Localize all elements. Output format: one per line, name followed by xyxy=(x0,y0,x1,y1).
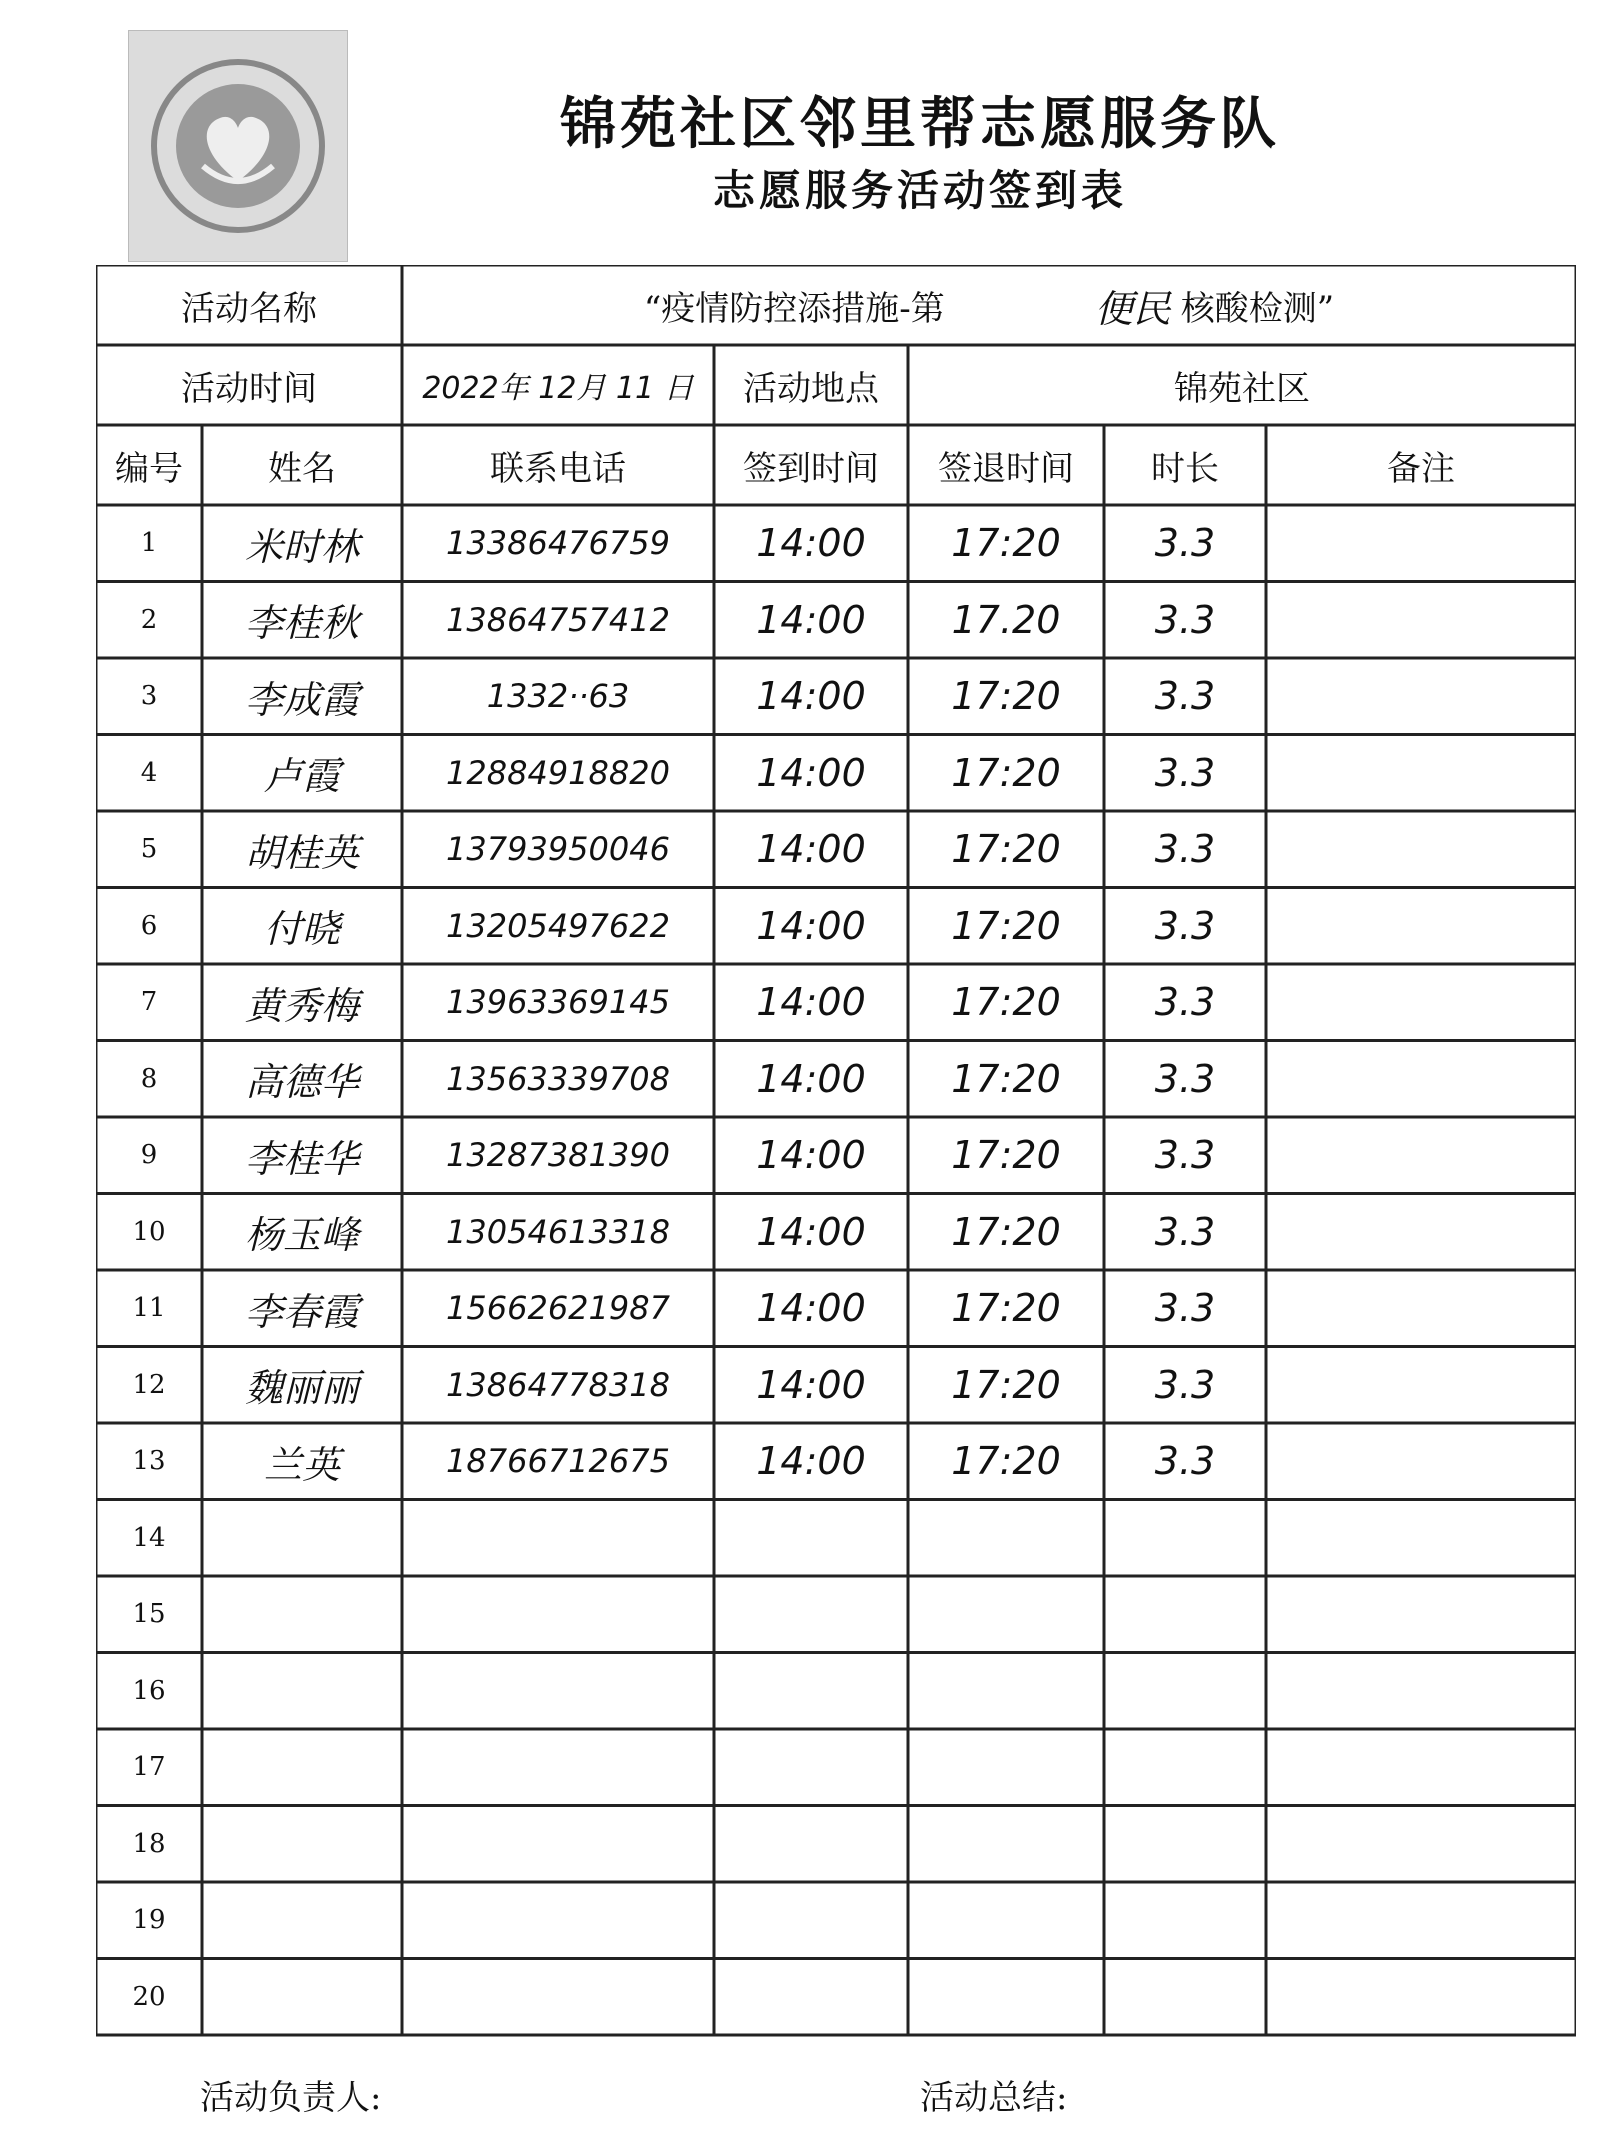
table-row-15-col-sign-in xyxy=(714,1576,908,1653)
table-row-8-col-note xyxy=(1266,1041,1576,1118)
table-row-3-col-phone: 1332··63 xyxy=(486,677,630,716)
table-row-15-col-name xyxy=(202,1576,402,1653)
table-row-7-col-duration: 3.3 xyxy=(1154,980,1216,1025)
table-row-18-col-number: 18 xyxy=(132,1828,166,1859)
activity-name-handwritten: 便民 xyxy=(1094,286,1171,331)
activity-name-text: “疫情防控添措施-第 xyxy=(643,288,945,329)
table-row-13-col-duration: 3.3 xyxy=(1154,1439,1216,1484)
table-row-11-col-note xyxy=(1266,1270,1576,1347)
table-row-14-col-note xyxy=(1266,1500,1576,1577)
table-row-18-col-duration xyxy=(1104,1806,1266,1883)
table-row-9-col-sign-in: 14:00 xyxy=(756,1133,866,1178)
table-row-2-col-duration: 3.3 xyxy=(1154,597,1216,642)
table-row-8-col-number: 8 xyxy=(140,1063,158,1094)
table-row-16-col-number: 16 xyxy=(132,1675,166,1706)
table-row-11-col-phone: 15662621987 xyxy=(446,1289,670,1328)
table-row-1-col-name: 米时林 xyxy=(244,524,359,569)
activity-name-label: 活动名称 xyxy=(181,288,317,329)
table-row-4-col-note xyxy=(1266,735,1576,812)
activity-name-suffix: 核酸检测” xyxy=(1180,288,1335,329)
page-subtitle: 志愿服务活动签到表 xyxy=(712,166,1127,215)
table-row-16-col-sign-in xyxy=(714,1653,908,1730)
table-row-16-col-duration xyxy=(1104,1653,1266,1730)
table-row-11-col-duration: 3.3 xyxy=(1154,1286,1216,1331)
table-row-18-col-name xyxy=(202,1806,402,1883)
table-row-7-col-sign-in: 14:00 xyxy=(756,980,866,1025)
table-row-15-col-phone xyxy=(402,1576,714,1653)
table-row-10-col-name: 杨玉峰 xyxy=(244,1213,359,1258)
table-row-20-col-duration xyxy=(1104,1959,1266,2036)
table-row-18-col-phone xyxy=(402,1806,714,1883)
table-row-4-col-sign-out: 17:20 xyxy=(951,750,1061,795)
table-row-14-col-duration xyxy=(1104,1500,1266,1577)
table-row-18-col-sign-out xyxy=(908,1806,1104,1883)
table-row-2-col-phone: 13864757412 xyxy=(446,600,670,639)
table-row-7-col-sign-out: 17:20 xyxy=(951,980,1061,1025)
table-row-19-col-duration xyxy=(1104,1882,1266,1959)
table-row-11-col-sign-out: 17:20 xyxy=(951,1286,1061,1331)
table-row-2-col-name: 李桂秋 xyxy=(244,601,359,646)
table-row-5-col-name: 胡桂英 xyxy=(244,830,359,875)
table-row-12-col-phone: 13864778318 xyxy=(446,1365,670,1404)
table-row-14-col-number: 14 xyxy=(132,1522,166,1553)
table-row-5-col-number: 5 xyxy=(140,834,158,865)
table-row-19-col-sign-out xyxy=(908,1882,1104,1959)
table-row-10-col-note xyxy=(1266,1194,1576,1271)
table-row-13-col-name: 兰英 xyxy=(263,1442,340,1487)
table-row-1-col-sign-in: 14:00 xyxy=(756,521,866,566)
table-row-8-col-sign-in: 14:00 xyxy=(756,1056,866,1101)
table-row-2-col-sign-in: 14:00 xyxy=(756,597,866,642)
col-name-header: 姓名 xyxy=(268,448,336,489)
table-row-19-col-number: 19 xyxy=(132,1905,166,1936)
table-row-9-col-phone: 13287381390 xyxy=(446,1136,670,1175)
table-row-9-col-name: 李桂华 xyxy=(244,1136,359,1181)
heart-hands-icon xyxy=(148,56,328,236)
table-row-7-col-name: 黄秀梅 xyxy=(244,983,359,1028)
sign-in-sheet xyxy=(96,265,1576,2045)
table-row-2-col-number: 2 xyxy=(140,604,158,635)
col-duration-header: 时长 xyxy=(1151,448,1219,489)
table-row-15-col-duration xyxy=(1104,1576,1266,1653)
activity-name-value xyxy=(402,265,1576,345)
table-row-1-col-phone: 13386476759 xyxy=(446,524,670,563)
table-row-12-col-name: 魏丽丽 xyxy=(244,1366,359,1411)
table-row-13-col-phone: 18766712675 xyxy=(446,1442,670,1481)
table-row-17-col-sign-in xyxy=(714,1729,908,1806)
table-row-17-col-number: 17 xyxy=(132,1752,166,1783)
table-row-2-col-note xyxy=(1266,582,1576,659)
table-row-20-col-sign-out xyxy=(908,1959,1104,2036)
table-row-4-col-number: 4 xyxy=(140,757,158,788)
table-row-6-col-name: 付晓 xyxy=(263,907,340,952)
table-row-14-col-phone xyxy=(402,1500,714,1577)
table-row-1-col-sign-out: 17:20 xyxy=(951,521,1061,566)
table-row-17-col-sign-out xyxy=(908,1729,1104,1806)
table-row-8-col-name: 高德华 xyxy=(244,1060,359,1105)
activity-time-label: 活动时间 xyxy=(181,368,317,409)
table-row-19-col-note xyxy=(1266,1882,1576,1959)
table-row-5-col-note xyxy=(1266,811,1576,888)
table-row-8-col-sign-out: 17:20 xyxy=(951,1056,1061,1101)
table-row-16-col-note xyxy=(1266,1653,1576,1730)
table-row-8-col-duration: 3.3 xyxy=(1154,1056,1216,1101)
table-row-12-col-sign-in: 14:00 xyxy=(756,1362,866,1407)
col-sign-out-header: 签退时间 xyxy=(938,448,1074,489)
table-row-18-col-note xyxy=(1266,1806,1576,1883)
table-row-6-col-duration: 3.3 xyxy=(1154,903,1216,948)
activity-summary-label: 活动总结: xyxy=(920,2078,1068,2118)
table-row-16-col-phone xyxy=(402,1653,714,1730)
table-row-10-col-number: 10 xyxy=(132,1216,166,1247)
col-note-header: 备注 xyxy=(1387,448,1455,489)
table-row-6-col-sign-out: 17:20 xyxy=(951,903,1061,948)
activity-place-label: 活动地点 xyxy=(743,368,879,409)
table-row-10-col-sign-out: 17:20 xyxy=(951,1209,1061,1254)
table-row-16-col-sign-out xyxy=(908,1653,1104,1730)
table-row-4-col-sign-in: 14:00 xyxy=(756,750,866,795)
table-row-7-col-phone: 13963369145 xyxy=(446,983,670,1022)
table-row-2-col-sign-out: 17.20 xyxy=(951,597,1061,642)
table-row-7-col-note xyxy=(1266,964,1576,1041)
table-row-20-col-phone xyxy=(402,1959,714,2036)
table-row-19-col-name xyxy=(202,1882,402,1959)
table-row-1-col-note xyxy=(1266,505,1576,582)
logo-emblem xyxy=(128,30,348,262)
table-row-10-col-sign-in: 14:00 xyxy=(756,1209,866,1254)
table-row-6-col-note xyxy=(1266,888,1576,965)
table-row-5-col-sign-in: 14:00 xyxy=(756,827,866,872)
table-row-17-col-duration xyxy=(1104,1729,1266,1806)
col-sign-in-header: 签到时间 xyxy=(743,448,879,489)
table-row-11-col-sign-in: 14:00 xyxy=(756,1286,866,1331)
table-row-8-col-phone: 13563339708 xyxy=(446,1059,670,1098)
table-row-11-col-name: 李春霞 xyxy=(244,1289,359,1334)
table-row-9-col-duration: 3.3 xyxy=(1154,1133,1216,1178)
table-row-5-col-phone: 13793950046 xyxy=(446,830,670,869)
table-row-12-col-note xyxy=(1266,1347,1576,1424)
table-row-6-col-phone: 13205497622 xyxy=(446,906,670,945)
col-phone-header: 联系电话 xyxy=(490,448,626,489)
table-row-1-col-number: 1 xyxy=(140,528,158,559)
col-number-header: 编号 xyxy=(115,448,183,489)
table-row-20-col-name xyxy=(202,1959,402,2036)
table-row-19-col-sign-in xyxy=(714,1882,908,1959)
table-row-14-col-sign-out xyxy=(908,1500,1104,1577)
table-row-20-col-note xyxy=(1266,1959,1576,2036)
table-row-14-col-sign-in xyxy=(714,1500,908,1577)
table-row-15-col-number: 15 xyxy=(132,1599,166,1630)
table-row-10-col-phone: 13054613318 xyxy=(446,1212,670,1251)
table-row-6-col-sign-in: 14:00 xyxy=(756,903,866,948)
table-row-12-col-sign-out: 17:20 xyxy=(951,1362,1061,1407)
table-row-17-col-name xyxy=(202,1729,402,1806)
table-row-3-col-sign-out: 17:20 xyxy=(951,674,1061,719)
table-row-11-col-number: 11 xyxy=(132,1293,166,1324)
table-row-12-col-duration: 3.3 xyxy=(1154,1362,1216,1407)
table-row-9-col-sign-out: 17:20 xyxy=(951,1133,1061,1178)
table-row-17-col-phone xyxy=(402,1729,714,1806)
table-row-4-col-duration: 3.3 xyxy=(1154,750,1216,795)
table-row-7-col-number: 7 xyxy=(140,987,158,1018)
table-row-9-col-note xyxy=(1266,1117,1576,1194)
activity-time-value: 2022年 12月 11 日 xyxy=(422,371,694,406)
table-row-20-col-number: 20 xyxy=(132,1981,166,2012)
table-row-18-col-sign-in xyxy=(714,1806,908,1883)
table-row-1-col-duration: 3.3 xyxy=(1154,521,1216,566)
table-row-9-col-number: 9 xyxy=(140,1140,158,1171)
table-row-10-col-duration: 3.3 xyxy=(1154,1209,1216,1254)
table-row-5-col-duration: 3.3 xyxy=(1154,827,1216,872)
table-row-5-col-sign-out: 17:20 xyxy=(951,827,1061,872)
table-row-3-col-duration: 3.3 xyxy=(1154,674,1216,719)
activity-place-value: 锦苑社区 xyxy=(1174,368,1310,409)
table-row-3-col-sign-in: 14:00 xyxy=(756,674,866,719)
table-row-3-col-name: 李成霞 xyxy=(244,677,359,722)
table-row-19-col-phone xyxy=(402,1882,714,1959)
table-row-13-col-sign-in: 14:00 xyxy=(756,1439,866,1484)
table-row-20-col-sign-in xyxy=(714,1959,908,2036)
page-title: 锦苑社区邻里帮志愿服务队 xyxy=(560,92,1280,157)
table-row-13-col-note xyxy=(1266,1423,1576,1500)
table-row-16-col-name xyxy=(202,1653,402,1730)
table-row-13-col-sign-out: 17:20 xyxy=(951,1439,1061,1484)
table-row-17-col-note xyxy=(1266,1729,1576,1806)
table-row-6-col-number: 6 xyxy=(140,910,158,941)
table-row-3-col-note xyxy=(1266,658,1576,735)
table-row-4-col-phone: 12884918820 xyxy=(446,753,670,792)
table-row-14-col-name xyxy=(202,1500,402,1577)
activity-leader-label: 活动负责人: xyxy=(200,2078,382,2118)
table-row-15-col-sign-out xyxy=(908,1576,1104,1653)
table-row-4-col-name: 卢霞 xyxy=(263,754,340,799)
table-row-12-col-number: 12 xyxy=(132,1369,166,1400)
table-row-13-col-number: 13 xyxy=(132,1446,166,1477)
table-row-15-col-note xyxy=(1266,1576,1576,1653)
table-row-3-col-number: 3 xyxy=(140,681,158,712)
